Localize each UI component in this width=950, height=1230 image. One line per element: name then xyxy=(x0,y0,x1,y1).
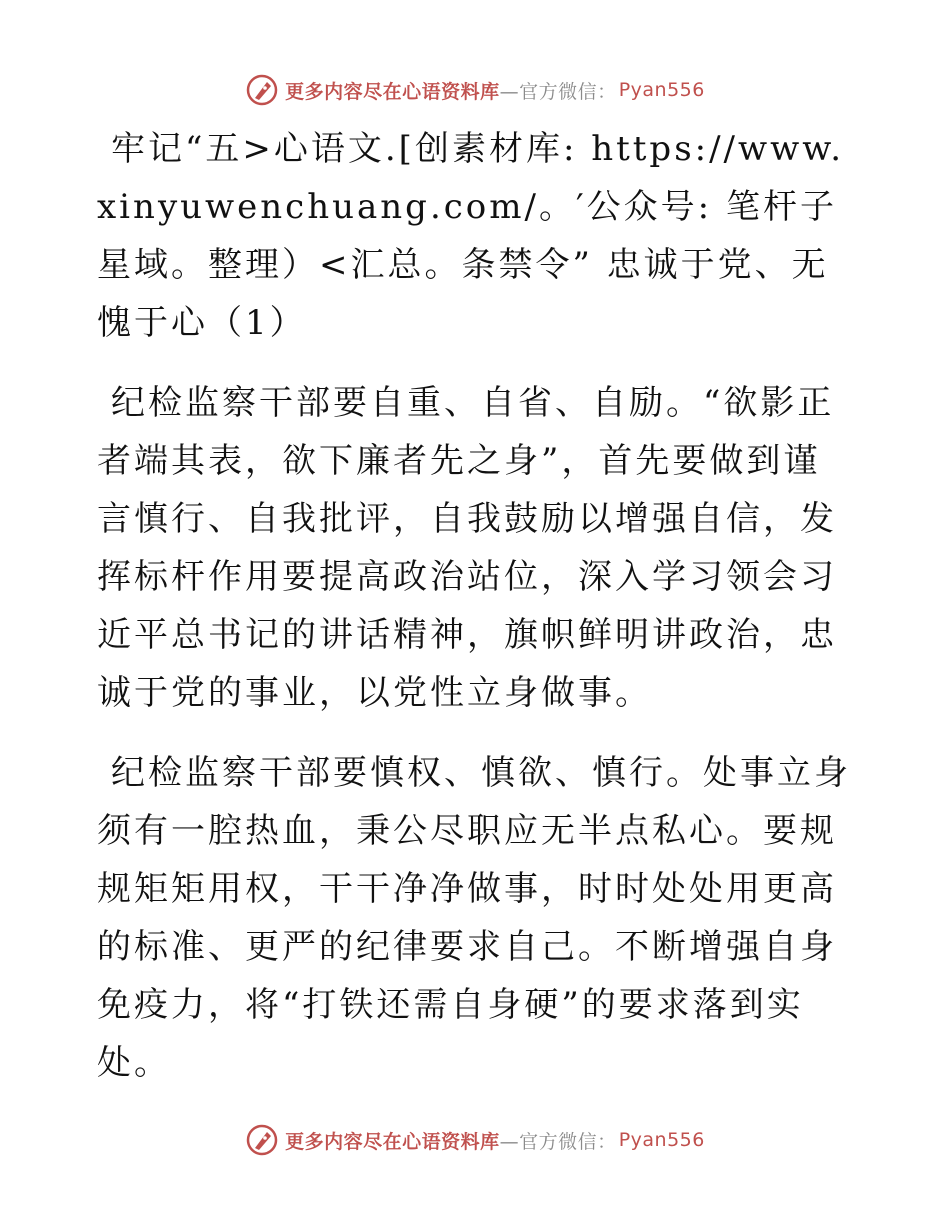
paragraph-1: 纪检监察干部要自重、自省、自励。“欲影正者端其表，欲下廉者先之身”，首先要做到谨言慎行、自我批评，自我鼓励以增强自信，发挥标杆作用要提高政治站位，深入学习领会习近平总书记的讲话精神，旗帜鲜明讲政治，忠诚于党的事业，以党性立身做事。 xyxy=(97,383,837,713)
footer-banner-rest: —官方微信： xyxy=(499,1130,617,1153)
header-banner-lead: 更多内容尽在心语资料库 xyxy=(285,80,500,103)
footer-banner xyxy=(0,1120,950,1160)
paragraph-2: 纪检监察干部要慎权、慎欲、慎行。处事立身须有一腔热血，秉公尽职应无半点私心。要规规矩矩用权，干干净净做事，时时处处用更高的标准、更严的纪律要求自己。不断增强自身免疫力，将“打铁还需自身硬”的要求落到实处。 xyxy=(97,753,851,1083)
document-body xyxy=(97,120,857,1114)
header-banner-text xyxy=(285,77,705,104)
document-title: 牢记“五>心语文.[创素材库: https://www.xinyuwenchuang.com/。′公众号: 笔杆子星域。整理）<汇总。条禁令” 忠诚于党、无愧于心（1） xyxy=(97,129,845,343)
footer-banner-text xyxy=(285,1127,705,1154)
pen-nib-logo-icon xyxy=(245,73,279,107)
footer-banner-lead: 更多内容尽在心语资料库 xyxy=(285,1130,500,1153)
header-banner xyxy=(0,70,950,110)
pen-nib-logo-icon xyxy=(245,1123,279,1157)
header-banner-rest: —官方微信： xyxy=(499,80,617,103)
header-banner-wechat: Pyan556 xyxy=(618,79,705,101)
footer-banner-wechat: Pyan556 xyxy=(618,1129,705,1151)
